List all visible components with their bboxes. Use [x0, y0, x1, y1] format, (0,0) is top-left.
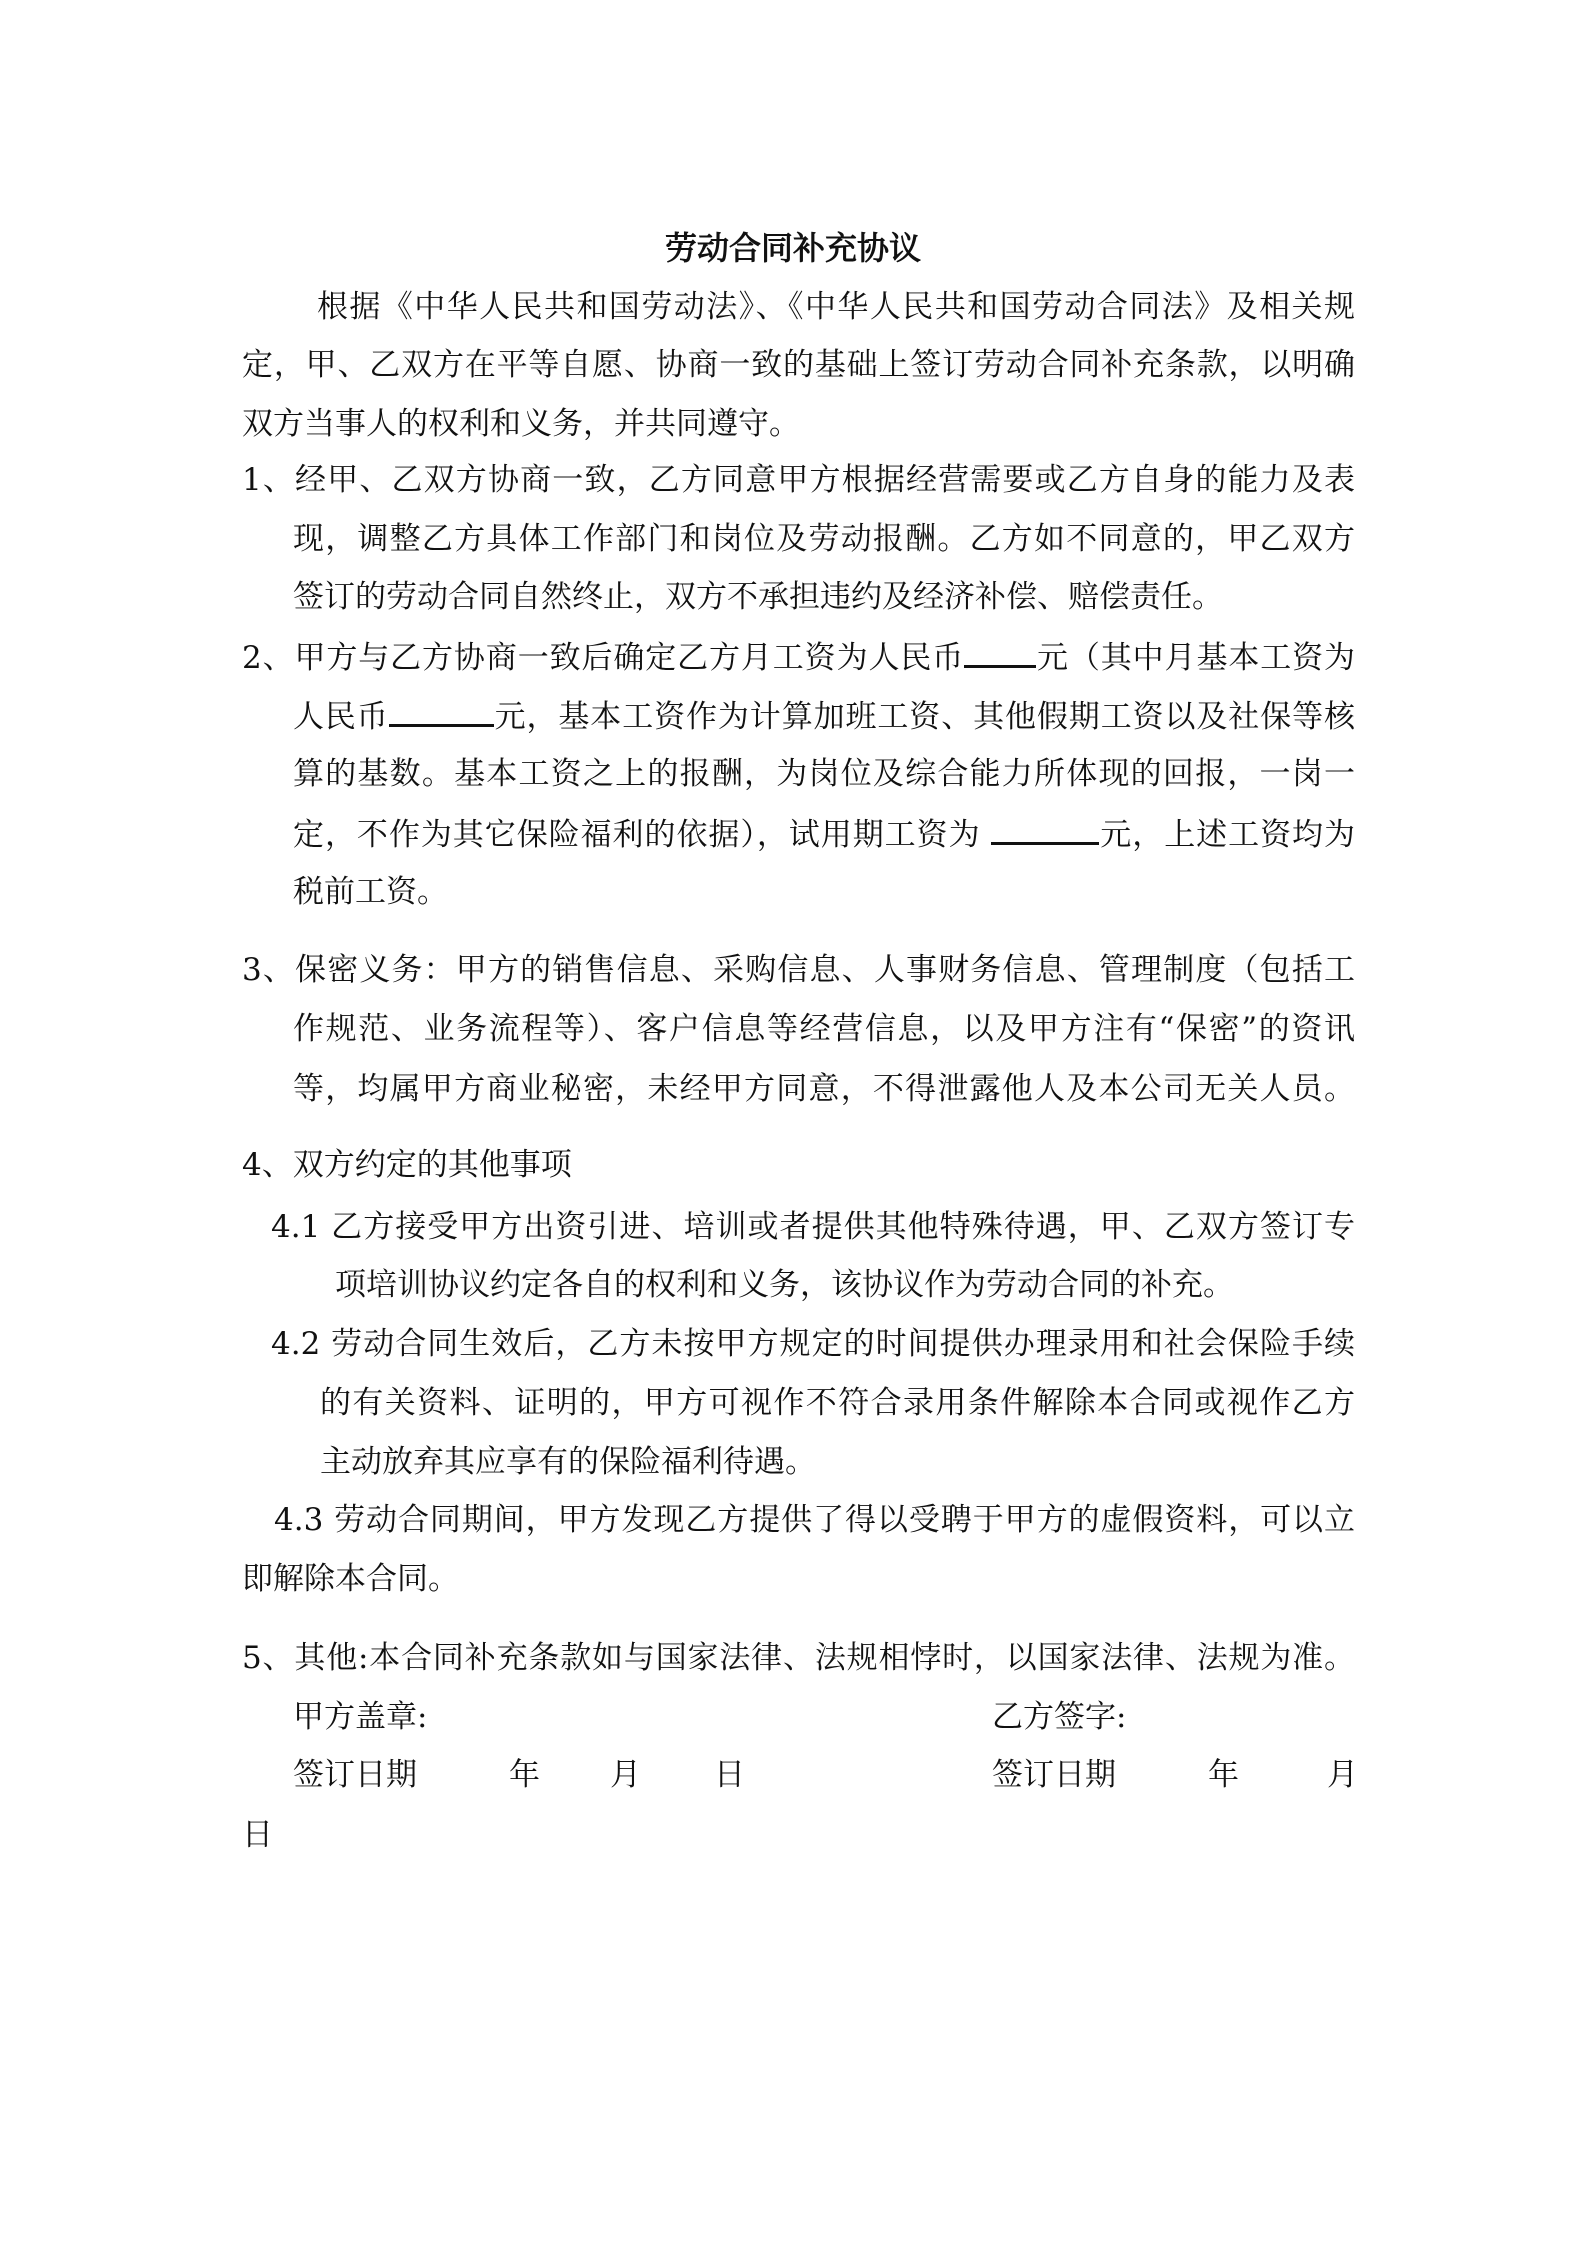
line-text: 作规范、业务流程等）、客户信息等经营信息，以及甲方注有“保密”的资讯: [293, 1011, 1355, 1047]
fill-in-blank[interactable]: [964, 637, 1036, 668]
party-a-month: 月: [610, 1757, 641, 1793]
party-b-year: 年: [1208, 1757, 1239, 1793]
party-a-day: 日: [714, 1757, 745, 1793]
line-text: 4.2 劳动合同生效后，乙方未按甲方规定的时间提供办理录用和社会保险手续: [271, 1326, 1355, 1362]
text-line: [242, 1639, 1355, 1677]
line-text: 1、经甲、乙双方协商一致，乙方同意甲方根据经营需要或乙方自身的能力及表: [242, 462, 1355, 498]
party-b-signature-label: 乙方签字:: [992, 1699, 1127, 1735]
line-text: 项培训协议约定各自的权利和义务，该协议作为劳动合同的补充。: [335, 1267, 1234, 1303]
line-text: 4、双方约定的其他事项: [242, 1147, 572, 1183]
party-a-seal-label: 甲方盖章:: [293, 1699, 428, 1735]
party-b-month: 月: [1327, 1757, 1358, 1793]
text-line: [242, 405, 800, 443]
line-text: 5、其他:本合同补充条款如与国家法律、法规相悖时，以国家法律、法规为准。: [242, 1640, 1355, 1676]
party-a-year: 年: [509, 1757, 540, 1793]
text-line: [317, 288, 1355, 326]
line-text: 签订的劳动合同自然终止，双方不承担违约及经济补偿、赔偿责任。: [293, 579, 1223, 615]
line-text: 2、甲方与乙方协商一致后确定乙方月工资为人民币: [242, 640, 965, 676]
line-text: 4.1 乙方接受甲方出资引进、培训或者提供其他特殊待遇，甲、乙双方签订专: [271, 1209, 1355, 1245]
text-line: [242, 1560, 459, 1598]
party-b-date-label: 签订日期: [992, 1757, 1116, 1793]
line-text: 现，调整乙方具体工作部门和岗位及劳动报酬。乙方如不同意的，甲乙双方: [293, 521, 1355, 557]
line-text: 元（其中月基本工资为: [1036, 640, 1355, 676]
text-line: [242, 346, 1355, 384]
text-line: [242, 1146, 572, 1184]
line-text: 人民币: [293, 699, 389, 735]
line-text: 元，基本工资作为计算加班工资、其他假期工资以及社保等核: [493, 699, 1356, 735]
fill-in-blank[interactable]: [991, 814, 1099, 845]
text-line: [293, 578, 1223, 616]
text-line: [293, 873, 448, 911]
text-line: [242, 461, 1355, 499]
text-line: [293, 814, 1355, 852]
text-line: [293, 1010, 1355, 1048]
text-line: [242, 951, 1355, 989]
party-a-date-label: 签订日期: [293, 1757, 417, 1793]
line-text: 根据《中华人民共和国劳动法》、《中华人民共和国劳动合同法》及相关规: [317, 289, 1355, 325]
line-text: 元，上述工资均为: [1099, 817, 1355, 853]
text-line: [335, 1266, 1234, 1304]
text-line: [274, 1501, 1355, 1539]
line-text: 等，均属甲方商业秘密，未经甲方同意，不得泄露他人及本公司无关人员。: [293, 1071, 1355, 1107]
text-line: [320, 1384, 1355, 1422]
document-title: 劳动合同补充协议: [664, 229, 921, 267]
line-text: 税前工资。: [293, 874, 448, 910]
party-b-day: 日: [242, 1817, 273, 1853]
line-text: 即解除本合同。: [242, 1561, 459, 1597]
line-text: 定，甲、乙双方在平等自愿、协商一致的基础上签订劳动合同补充条款，以明确: [242, 347, 1355, 383]
text-line: [293, 1070, 1355, 1108]
text-line: [242, 637, 1355, 675]
text-line: [271, 1325, 1355, 1363]
line-text: 算的基数。基本工资之上的报酬，为岗位及综合能力所体现的回报，一岗一: [293, 756, 1355, 792]
text-line: [320, 1443, 816, 1481]
line-text: 3、保密义务：甲方的销售信息、采购信息、人事财务信息、管理制度（包括工: [242, 952, 1355, 988]
line-text: 定，不作为其它保险福利的依据），试用期工资为: [293, 817, 992, 853]
line-text: 双方当事人的权利和义务，并共同遵守。: [242, 406, 800, 442]
fill-in-blank[interactable]: [389, 696, 494, 727]
line-text: 4.3 劳动合同期间，甲方发现乙方提供了得以受聘于甲方的虚假资料，可以立: [274, 1502, 1355, 1538]
text-line: [293, 696, 1355, 734]
line-text: 的有关资料、证明的，甲方可视作不符合录用条件解除本合同或视作乙方: [320, 1385, 1355, 1421]
line-text: 主动放弃其应享有的保险福利待遇。: [320, 1444, 816, 1480]
text-line: [271, 1208, 1355, 1246]
text-line: [293, 520, 1355, 558]
text-line: [293, 755, 1355, 793]
